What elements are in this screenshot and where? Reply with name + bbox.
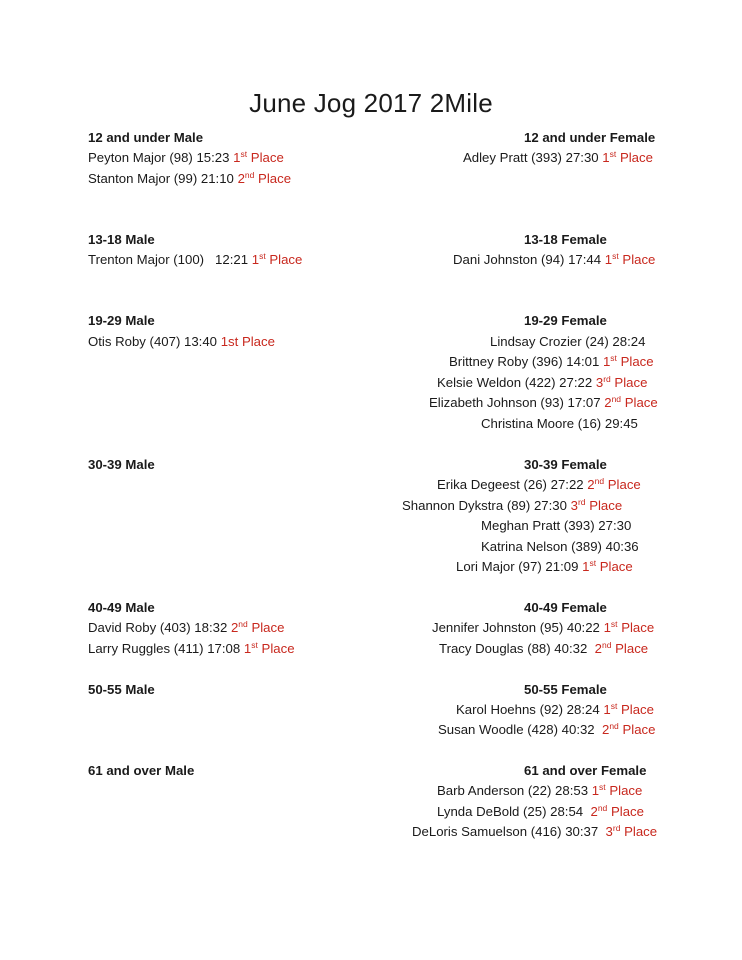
place-label: 1st Place bbox=[602, 149, 653, 165]
result-text: Karol Hoehns (92) 28:24 bbox=[456, 702, 600, 717]
result-text: Kelsie Weldon (422) 27:22 bbox=[437, 375, 593, 390]
result-entry bbox=[453, 252, 655, 268]
result-text: Elizabeth Johnson (93) 17:07 bbox=[429, 395, 601, 410]
result-text: Lynda DeBold (25) 28:54 bbox=[437, 804, 587, 819]
section-header-male: 30-39 Male bbox=[88, 457, 155, 472]
section-header-female: 12 and under Female bbox=[524, 130, 656, 145]
result-entry bbox=[88, 150, 284, 166]
place-label: 2nd Place bbox=[594, 640, 649, 656]
place-label: 1st Place bbox=[233, 149, 284, 165]
section-header-female: 13-18 Female bbox=[524, 232, 607, 247]
result-entry bbox=[463, 150, 653, 166]
result-text: Adley Pratt (393) 27:30 bbox=[463, 150, 599, 165]
result-entry bbox=[429, 395, 658, 411]
result-text: Dani Johnston (94) 17:44 bbox=[453, 252, 602, 267]
place-label: 1st Place bbox=[220, 334, 275, 349]
result-text: Lori Major (97) 21:09 bbox=[456, 559, 579, 574]
result-text: Stanton Major (99) 21:10 bbox=[88, 171, 234, 186]
result-text: Brittney Roby (396) 14:01 bbox=[449, 354, 600, 369]
result-text: Katrina Nelson (389) 40:36 bbox=[481, 539, 639, 554]
result-entry bbox=[437, 375, 647, 391]
result-text: Erika Degeest (26) 27:22 bbox=[437, 477, 584, 492]
result-entry bbox=[412, 824, 657, 840]
place-label: 1st Place bbox=[604, 251, 656, 267]
place-label: 2nd Place bbox=[230, 619, 285, 635]
place-label: 2nd Place bbox=[601, 721, 656, 737]
place-label: 3rd Place bbox=[605, 823, 658, 839]
result-text: Barb Anderson (22) 28:53 bbox=[437, 783, 589, 798]
result-text: Otis Roby (407) 13:40 bbox=[88, 334, 218, 349]
section-header-female: 40-49 Female bbox=[524, 600, 607, 615]
result-text: Lindsay Crozier (24) 28:24 bbox=[490, 334, 646, 349]
result-text: Trenton Major (100) 12:21 bbox=[88, 252, 249, 267]
result-entry bbox=[88, 252, 302, 268]
section-header-female: 61 and over Female bbox=[524, 763, 647, 778]
section-header-male: 50-55 Male bbox=[88, 682, 155, 697]
section-header-female: 50-55 Female bbox=[524, 682, 607, 697]
result-text: Shannon Dykstra (89) 27:30 bbox=[402, 498, 567, 513]
section-header-male: 12 and under Male bbox=[88, 130, 204, 145]
place-label: 2nd Place bbox=[590, 803, 644, 819]
result-entry bbox=[438, 722, 655, 738]
result-entry bbox=[439, 641, 648, 657]
place-label: 2nd Place bbox=[604, 394, 658, 410]
place-label: 1st Place bbox=[603, 619, 655, 635]
place-label: 2nd Place bbox=[237, 170, 292, 186]
place-label: 3rd Place bbox=[595, 374, 648, 390]
place-label: 2nd Place bbox=[587, 476, 641, 492]
page-title: June Jog 2017 2Mile bbox=[249, 88, 493, 118]
result-entry bbox=[88, 641, 295, 657]
place-label: 1st Place bbox=[602, 353, 654, 369]
result-entry bbox=[437, 477, 641, 493]
result-entry bbox=[437, 783, 642, 799]
section-header-male: 19-29 Male bbox=[88, 313, 155, 328]
place-label: 1st Place bbox=[243, 640, 295, 656]
place-label: 1st Place bbox=[251, 251, 303, 267]
place-label: 3rd Place bbox=[570, 497, 623, 513]
result-text: Susan Woodle (428) 40:32 bbox=[438, 722, 599, 737]
result-entry bbox=[456, 702, 654, 718]
section-header-female: 30-39 Female bbox=[524, 457, 607, 472]
section-header-male: 13-18 Male bbox=[88, 232, 155, 247]
result-text: Jennifer Johnston (95) 40:22 bbox=[432, 620, 600, 635]
result-entry bbox=[456, 559, 633, 575]
result-entry bbox=[481, 416, 638, 432]
result-text: DeLoris Samuelson (416) 30:37 bbox=[412, 824, 602, 839]
result-entry bbox=[88, 171, 291, 187]
section-header-female: 19-29 Female bbox=[524, 313, 607, 328]
result-entry bbox=[449, 354, 654, 370]
result-text: David Roby (403) 18:32 bbox=[88, 620, 228, 635]
result-entry bbox=[432, 620, 654, 636]
place-label: 1st Place bbox=[603, 701, 654, 717]
result-entry bbox=[481, 539, 639, 555]
place-label: 1st Place bbox=[582, 558, 633, 574]
result-entry bbox=[88, 620, 284, 636]
result-text: Larry Ruggles (411) 17:08 bbox=[88, 641, 241, 656]
section-header-male: 61 and over Male bbox=[88, 763, 195, 778]
result-text: Peyton Major (98) 15:23 bbox=[88, 150, 230, 165]
place-label: 1st Place bbox=[591, 782, 643, 798]
result-text: Christina Moore (16) 29:45 bbox=[481, 416, 638, 431]
result-entry bbox=[481, 518, 631, 534]
result-entry bbox=[402, 498, 622, 514]
result-entry bbox=[490, 334, 645, 350]
result-entry bbox=[88, 334, 275, 350]
section-header-male: 40-49 Male bbox=[88, 600, 155, 615]
result-text: Tracy Douglas (88) 40:32 bbox=[439, 641, 591, 656]
result-entry bbox=[437, 804, 644, 820]
result-text: Meghan Pratt (393) 27:30 bbox=[481, 518, 632, 533]
